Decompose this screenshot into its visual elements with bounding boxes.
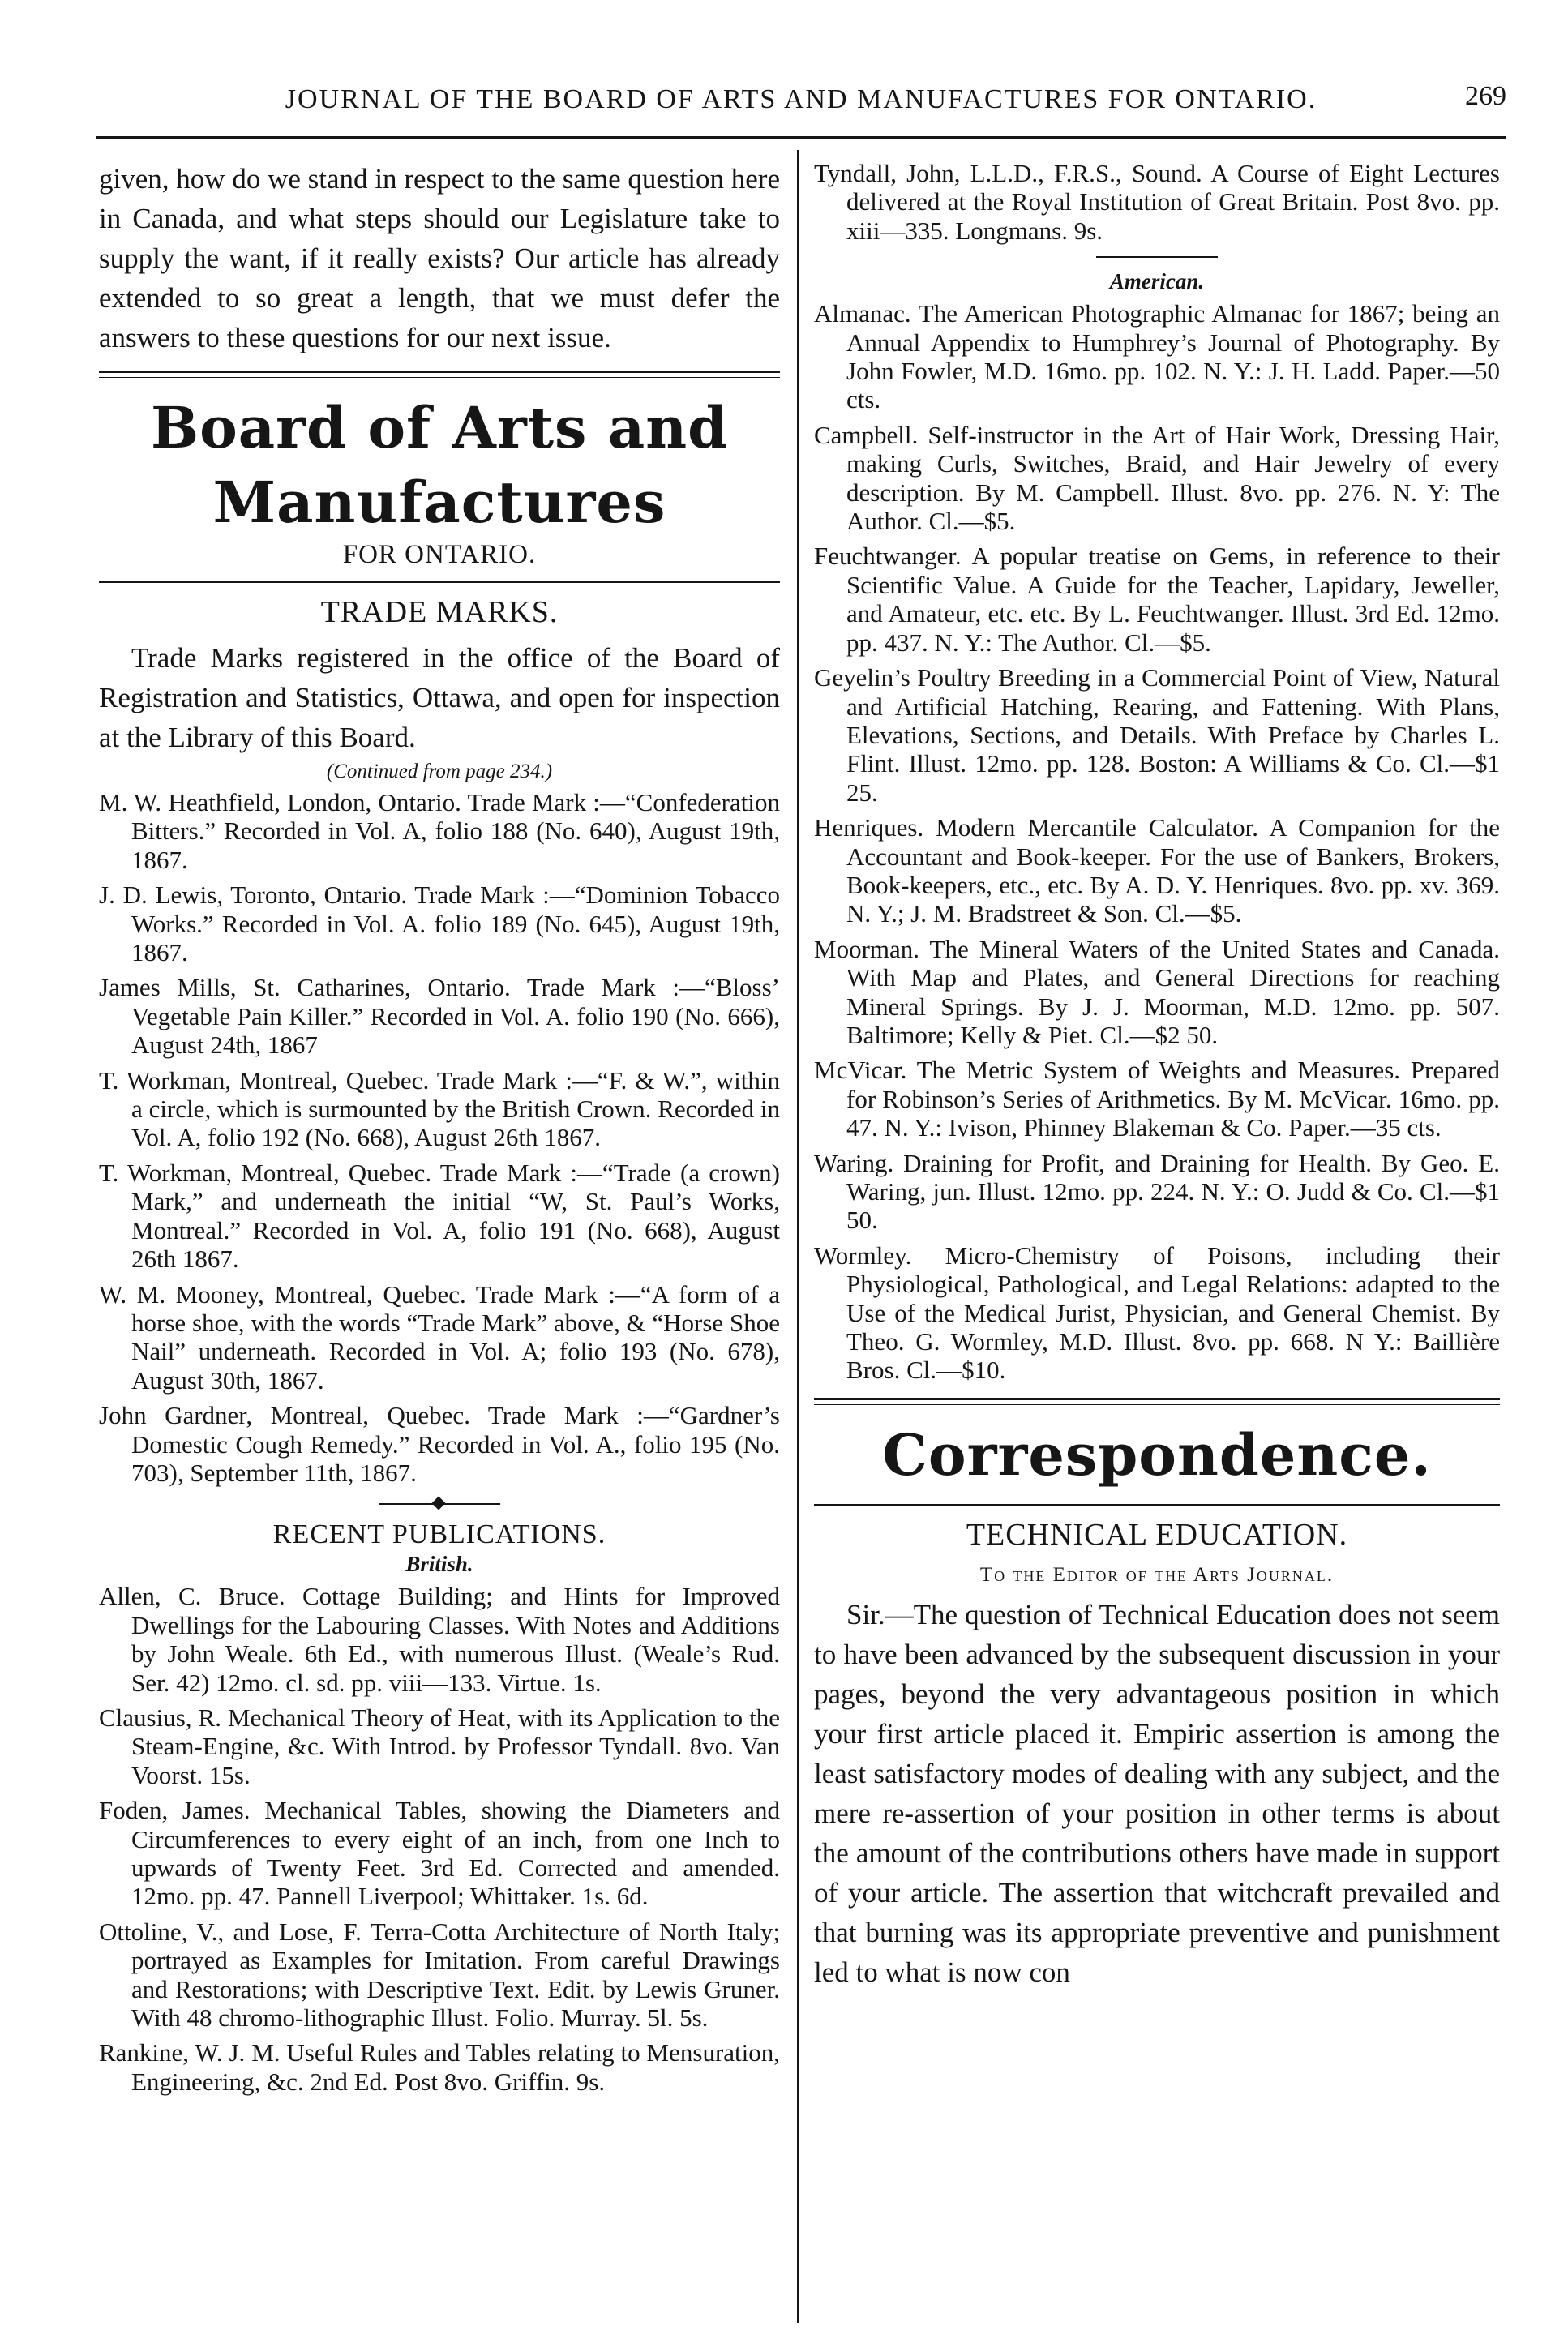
publication-entry: Henriques. Modern Mercantile Calculator. A Companion for the Accountant and Book-keeper. For the use of Bankers, Brokers, Book-keepers, etc., etc. By A. D. Y. Henriques. 8vo. pp. xv. 369. N. Y.; J. M. Bradstreet & Son. Cl.—$5. xyxy=(814,813,1500,928)
trade-marks-title: TRADE MARKS. xyxy=(320,595,559,629)
letter-body: Sir.—The question of Technical Education does not seem to have been advanced by the subsequent discussion in your pages, beyond the very advantageous position in which your first article placed it. Empiric assertion is among the least satisfactory modes of dealing with any subject, and the mere re-assertion of your position in other terms is about the amount of the contributions others have made in support of your article. The assertion that witchcraft prevailed and that burning was its appropriate preventive and punishment led to what is now con xyxy=(814,1598,1500,1988)
page-number: 269 xyxy=(1465,81,1506,111)
publication-entry: Moorman. The Mineral Waters of the United States and Canada. With Map and Plates, and General Directions for reaching Mineral Springs. By J. J. Moorman, M.D. 12mo. pp. 507. Baltimore; Kelly & Piet. Cl.—$2 50. xyxy=(814,934,1500,1049)
trade-mark-entry: T. Workman, Montreal, Quebec. Trade Mark :—“Trade (a crown) Mark,” and underneath the initial “W, St. Paul’s Works, Montreal.” Recorded in Vol. A, folio 191 (No. 668), August 26th 1867. xyxy=(99,1158,780,1274)
publication-entry: Campbell. Self-instructor in the Art of Hair Work, Dressing Hair, making Curls, Switches, Braid, and Hair Jewelry of every description. By M. Campbell. Illust. 8vo. pp. 276. N. Y: The Author. Cl.—$5. xyxy=(814,420,1500,536)
board-subhead: FOR ONTARIO. xyxy=(342,540,537,569)
publication-entry: Rankine, W. J. M. Useful Rules and Tables relating to Mensuration, Engineering, &c. 2nd Ed. Post 8vo. Griffin. 9s. xyxy=(99,2038,780,2096)
left-column xyxy=(99,159,780,2102)
publication-entry: Geyelin’s Poultry Breeding in a Commercial Point of View, Natural and Artificial Hatching, Rearing, and Fattening. With Plans, Elevations, Sections, and Details. With Preface by Charles L. Flint. Illust. 12mo. pp. 128. Boston: A Williams & Co. Cl.—$1 25. xyxy=(814,663,1500,807)
technical-education-title: TECHNICAL EDUCATION. xyxy=(966,1517,1348,1552)
ornament-rule xyxy=(379,1503,500,1505)
right-column xyxy=(814,159,1500,1992)
correspondence-masthead: Correspondence. xyxy=(882,1420,1432,1489)
publication-entry: Wormley. Micro-Chemistry of Poisons, including their Physiological, Pathological, and Legal Relations: adapted to the Use of the Medical Jurist, Physician, and General Chemist. By Theo. G. Wormley, M.D. Illust. 8vo. pp. 668. N Y.: Baillière Bros. Cl.—$10. xyxy=(814,1240,1500,1385)
trade-marks-intro: Trade Marks registered in the office of the Board of Registration and Statistics, Ottawa, and open for inspection at the Library of this Board. xyxy=(99,642,780,753)
short-rule xyxy=(1096,256,1218,258)
intro-paragraph: given, how do we stand in respect to the same question here in Canada, and what steps should our Legislature take to supply the want, if it really exists? Our article has already extended to so great a length, that we must defer the answers to these questions for our next issue. xyxy=(99,163,780,353)
publication-entry: Waring. Draining for Profit, and Draining for Health. By Geo. E. Waring, jun. Illust. 12mo. pp. 224. N. Y.: O. Judd & Co. Cl.—$1 50. xyxy=(814,1148,1500,1235)
header-rule xyxy=(96,136,1506,139)
publication-entry: Ottoline, V., and Lose, F. Terra-Cotta Architecture of North Italy; portrayed as Examples for Imitation. From careful Drawings and Restorations; with Descriptive Text. Edit. by Lewis Gruner. With 48 chromo-lithographic Illust. Folio. Murray. 5l. 5s. xyxy=(99,1917,780,2033)
publication-entry: Tyndall, John, L.L.D., F.R.S., Sound. A Course of Eight Lectures delivered at the Royal Institution of Great Britain. Post 8vo. pp. xiii—335. Longmans. 9s. xyxy=(814,159,1500,245)
american-subsection: American. xyxy=(1109,269,1205,294)
publication-entry: Almanac. The American Photographic Almanac for 1867; being an Annual Appendix to Humphrey’s Journal of Photography. By John Fowler, M.D. 16mo. pp. 102. N. Y.: J. H. Ladd. Paper.—50 cts. xyxy=(814,299,1500,414)
trade-mark-entry: M. W. Heathfield, London, Ontario. Trade Mark :—“Confederation Bitters.” Recorded in Vol. A, folio 188 (No. 640), August 19th, 1867. xyxy=(99,788,780,874)
recent-publications-title: RECENT PUBLICATIONS. xyxy=(272,1519,606,1550)
publication-entry: Foden, James. Mechanical Tables, showing the Diameters and Circumferences to every eight of an inch, from one Inch to upwards of Twenty Feet. 3rd Ed. Corrected and amended. 12mo. pp. 47. Pannell Liverpool; Whittaker. 1s. 6d. xyxy=(99,1796,780,1911)
publication-entry: Clausius, R. Mechanical Theory of Heat, with its Application to the Steam-Engine, &c. With Introd. by Professor Tyndall. 8vo. Van Voorst. 15s. xyxy=(99,1703,780,1789)
publication-entry: McVicar. The Metric System of Weights and Measures. Prepared for Robinson’s Series of Arithmetics. By M. McVicar. 16mo. pp. 47. N. Y.: Ivison, Phinney Blakeman & Co. Paper.—35 cts. xyxy=(814,1056,1500,1142)
to-editor-line: To the Editor of the Arts Journal. xyxy=(979,1563,1335,1586)
running-title: JOURNAL OF THE BOARD OF ARTS AND MANUFACTURES FOR ONTARIO. xyxy=(285,84,1317,114)
board-masthead: Board of Arts and Manufactures xyxy=(150,394,729,536)
continued-note: (Continued from page 234.) xyxy=(326,760,553,782)
column-divider xyxy=(797,150,799,2323)
trade-mark-entry: T. Workman, Montreal, Quebec. Trade Mark :—“F. & W.”, within a circle, which is surmounted by the British Crown. Recorded in Vol. A, folio 192 (No. 668), August 26th 1867. xyxy=(99,1065,780,1152)
trade-mark-entry: W. M. Mooney, Montreal, Quebec. Trade Mark :—“A form of a horse shoe, with the words “Trade Mark” above, & “Horse Shoe Nail” underneath. Recorded in Vol. A; folio 193 (No. 678), August 30th, 1867. xyxy=(99,1279,780,1395)
section-rule xyxy=(814,1398,1500,1405)
section-rule xyxy=(99,581,780,583)
trade-mark-entry: John Gardner, Montreal, Quebec. Trade Mark :—“Gardner’s Domestic Cough Remedy.” Recorded in Vol. A., folio 195 (No. 703), September 11th, 1867. xyxy=(99,1401,780,1487)
section-rule xyxy=(814,1504,1500,1506)
trade-mark-entry: James Mills, St. Catharines, Ontario. Trade Mark :—“Bloss’ Vegetable Pain Killer.” Recorded in Vol. A. folio 190 (No. 666), August 24th, 1867 xyxy=(99,973,780,1060)
british-subsection: British. xyxy=(405,1552,473,1577)
section-rule xyxy=(99,371,780,378)
trade-mark-entry: J. D. Lewis, Toronto, Ontario. Trade Mark :—“Dominion Tobacco Works.” Recorded in Vol. A. folio 189 (No. 645), August 19th, 1867. xyxy=(99,880,780,967)
publication-entry: Feuchtwanger. A popular treatise on Gems, in reference to their Scientific Value. A Guide for the Teacher, Lapidary, Jeweller, and Amateur, etc. etc. By L. Feuchtwanger. Illust. 3rd Ed. 12mo. pp. 437. N. Y.: The Author. Cl.—$5. xyxy=(814,542,1500,657)
publication-entry: Allen, C. Bruce. Cottage Building; and Hints for Improved Dwellings for the Labouring Classes. With Notes and Additions by John Weale. 6th Ed., with numerous Illust. (Weale’s Rud. Ser. 42) 12mo. cl. sd. pp. viii—133. Virtue. 1s. xyxy=(99,1582,780,1697)
